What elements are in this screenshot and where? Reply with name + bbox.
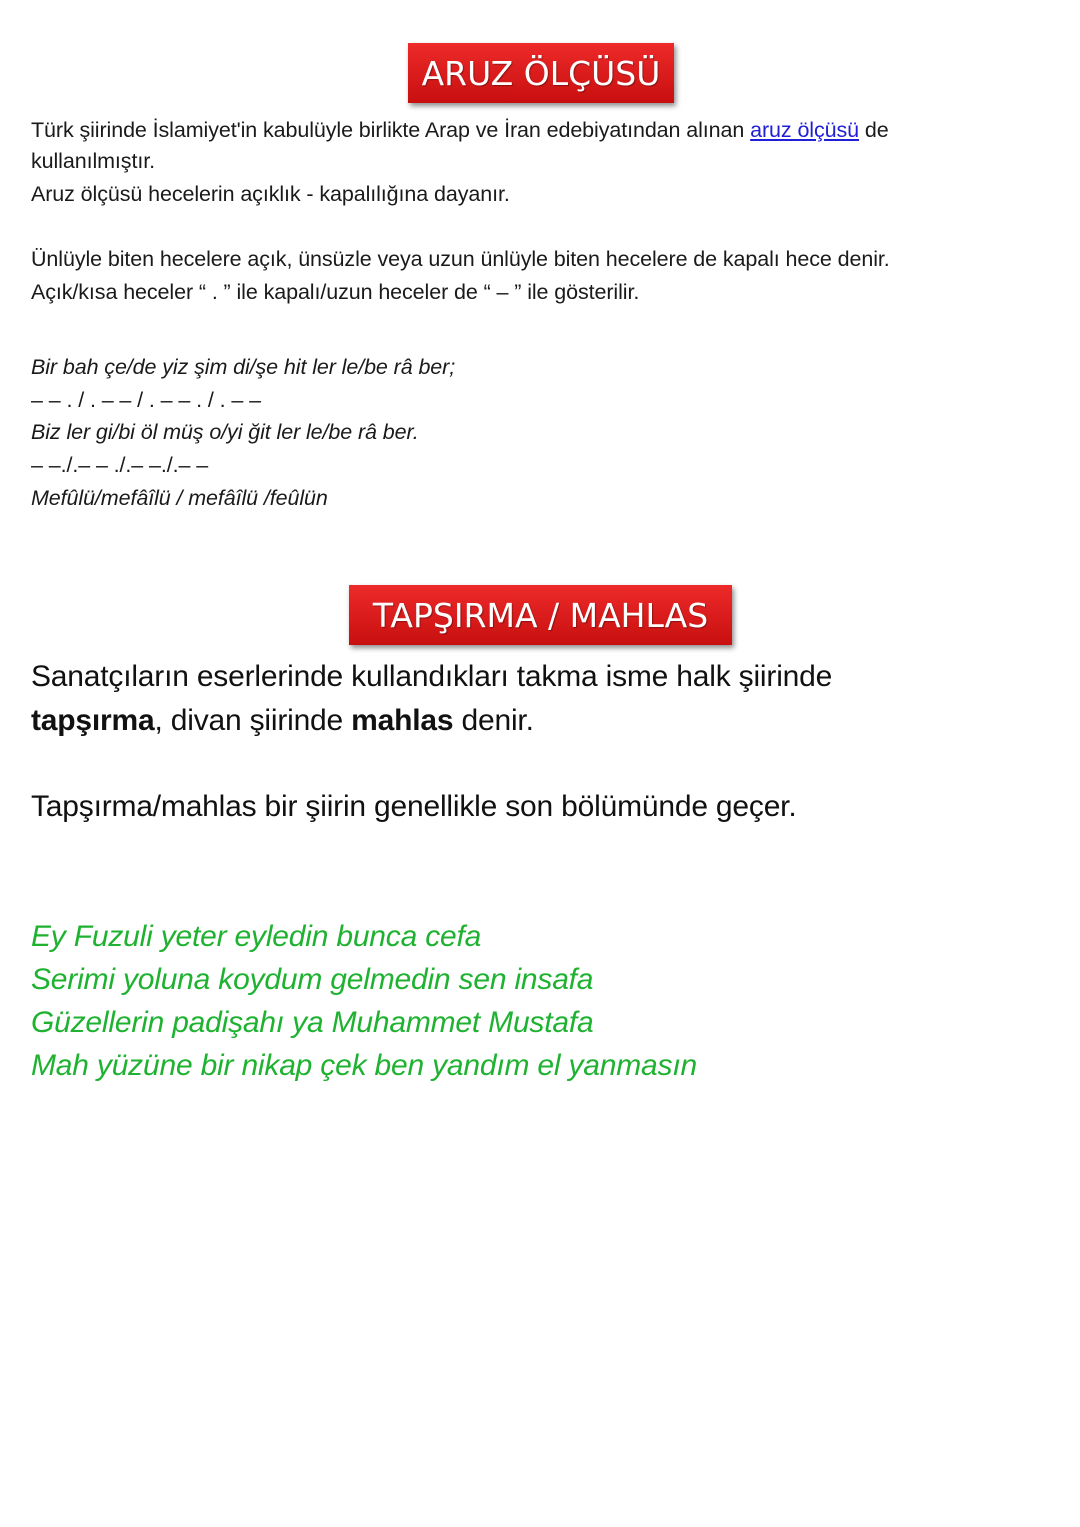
syllable-definition: Ünlüyle biten hecelere açık, ünsüzle veya uzun ünlüyle biten hecelere de kapalı hece denir. bbox=[31, 247, 890, 271]
tapsirma-location: Tapşırma/mahlas bir şiirin genellikle son bölümünde geçer. bbox=[31, 790, 797, 823]
poem-line-4: Mah yüzüne bir nikap çek ben yandım el yanmasın bbox=[31, 1049, 697, 1082]
aruz-olcusu-link[interactable]: aruz ölçüsü bbox=[750, 118, 859, 142]
poem-line-2: Serimi yoluna koydum gelmedin sen insafa bbox=[31, 963, 594, 996]
tapsirma-definition-line2 bbox=[31, 699, 534, 743]
term-tapsirma: tapşırma bbox=[31, 704, 155, 737]
example-verse-1: Bir bah çe/de yiz şim di/şe hit ler le/be râ ber; bbox=[31, 355, 456, 379]
aruz-intro-suffix: de bbox=[859, 118, 889, 142]
term-mahlas: mahlas bbox=[351, 704, 454, 737]
definition-mid: , divan şiirinde bbox=[154, 704, 352, 737]
section-title-tapsirma bbox=[349, 585, 732, 645]
example-meter-2: – –./.– – ./.– –./.– – bbox=[31, 453, 209, 477]
aruz-intro-text: Türk şiirinde İslamiyet'in kabulüyle birlikte Arap ve İran edebiyatından alınan bbox=[31, 118, 751, 142]
aruz-definition: Aruz ölçüsü hecelerin açıklık - kapalılığına dayanır. bbox=[31, 182, 510, 206]
aruz-intro-line2: kullanılmıştır. bbox=[31, 149, 155, 173]
poem-line-3: Güzellerin padişahı ya Muhammet Mustafa bbox=[31, 1006, 594, 1039]
example-verse-2: Biz ler gi/bi öl müş o/yi ğit ler le/be râ ber. bbox=[31, 420, 419, 444]
section-title-aruz bbox=[408, 43, 674, 103]
section-title-tapsirma-text: TAPŞIRMA / MAHLAS bbox=[372, 595, 709, 635]
aruz-intro-line1 bbox=[31, 114, 889, 146]
section-title-aruz-text: ARUZ ÖLÇÜSÜ bbox=[421, 53, 661, 93]
example-pattern: Mefûlü/mefâîlü / mefâîlü /feûlün bbox=[31, 486, 328, 510]
poem-line-1: Ey Fuzuli yeter eyledin bunca cefa bbox=[31, 920, 482, 953]
syllable-notation: Açık/kısa heceler “ . ” ile kapalı/uzun heceler de “ – ” ile gösterilir. bbox=[31, 280, 640, 304]
tapsirma-definition-line1: Sanatçıların eserlerinde kullandıkları takma isme halk şiirinde bbox=[31, 660, 833, 693]
example-meter-1: – – . / . – – / . – – . / . – – bbox=[31, 388, 261, 412]
definition-end: denir. bbox=[453, 704, 534, 737]
